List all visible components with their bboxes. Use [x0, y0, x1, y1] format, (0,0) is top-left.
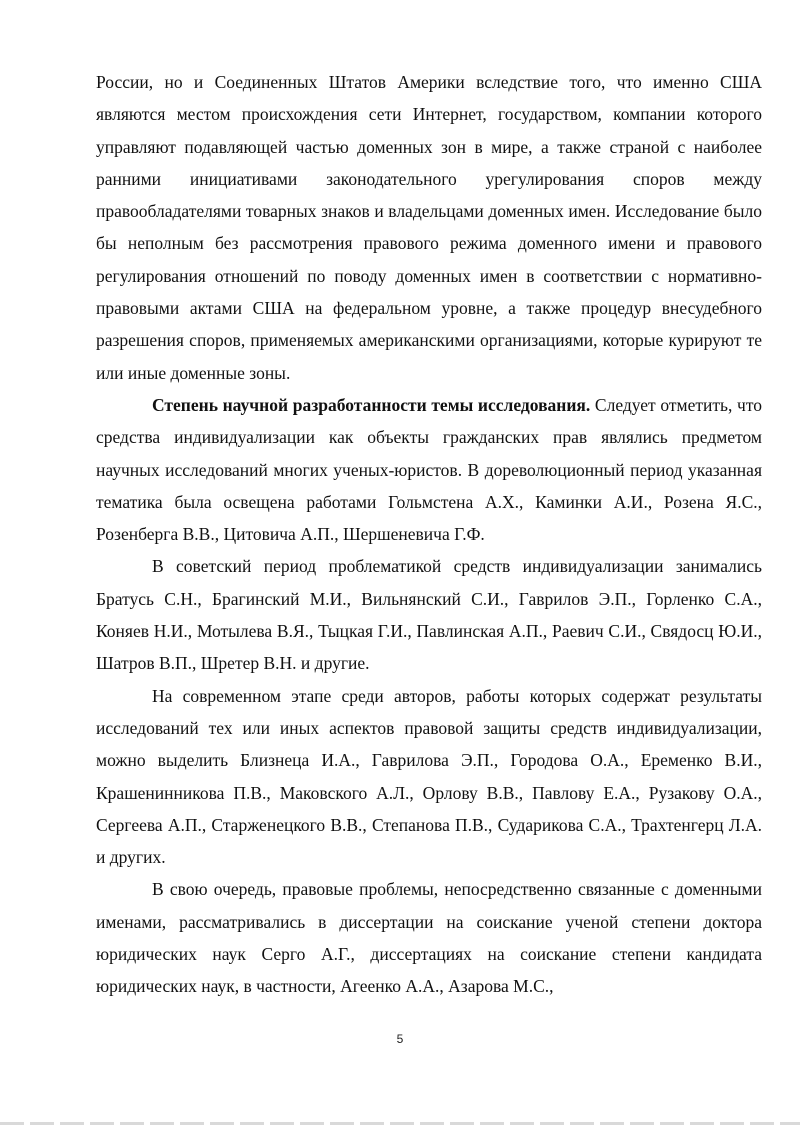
paragraph-soviet-period: В советский период проблематикой средств индивидуализации занимались Братусь С.Н., Брагинский М.И., Вильнянский С.И., Гаврилов Э.П., Горленко С.А., Коняев Н.И., Мотылева В.Я., Тыцкая Г.И., Павлинская А.П., Раевич С.И., Свядосц Ю.И., Шатров В.П., Шретер В.Н. и другие.: [96, 556, 762, 674]
section-heading-inline: Степень научной разработанности темы исследования.: [152, 394, 591, 415]
paragraph-continuation: России, но и Соединенных Штатов Америки вследствие того, что именно США являются местом происхождения сети Интернет, государством, компании которого управляют подавляющей частью доменных зон в мире, а также страной с наиболее ранними инициативами законодательного урегулирования споров между правообладателями товарных знаков и владельцами доменных имен. Исследование было бы неполным без рассмотрения правового режима доменного имени и правового регулирования отношений по поводу доменных имен в соответствии с нормативно-правовыми актами США на федеральном уровне, а также процедур внесудебного разрешения споров, применяемых американскими организациями, которые курируют те или иные доменные зоны.: [96, 72, 762, 383]
paragraph-research-development: [96, 389, 762, 550]
paragraph-modern-stage: На современном этапе среди авторов, работы которых содержат результаты исследований тех или иных аспектов правовой защиты средств индивидуализации, можно выделить Близнеца И.А., Гаврилова Э.П., Городова О.А., Еременко В.И., Крашенинникова П.В., Маковского А.Л., Орлову В.В., Павлову Е.А., Рузакову О.А., Сергеева А.П., Старженецкого В.В., Степанова П.В., Сударикова С.А., Трахтенгерц Л.А. и других.: [96, 685, 762, 868]
document-body: [96, 66, 762, 1003]
paragraph-domain-names: В свою очередь, правовые проблемы, непосредственно связанные с доменными именами, рассматривались в диссертации на соискание ученой степени доктора юридических наук Серго А.Г., диссертациях на соискание степени кандидата юридических наук, в частности, Агеенко А.А., Азарова М.С.,: [96, 879, 762, 997]
page-number: 5: [396, 1032, 404, 1046]
paragraph-text: Следует отметить, что средства индивидуализации как объекты гражданских прав являлись предметом научных исследований многих ученых-юристов. В дореволюционный период указанная тематика была освещена работами Гольмстена А.Х., Каминки А.И., Розена Я.С., Розенберга В.В., Цитовича А.П., Шершеневича Г.Ф.: [96, 394, 762, 545]
scan-footer-artifact: [0, 1122, 800, 1125]
